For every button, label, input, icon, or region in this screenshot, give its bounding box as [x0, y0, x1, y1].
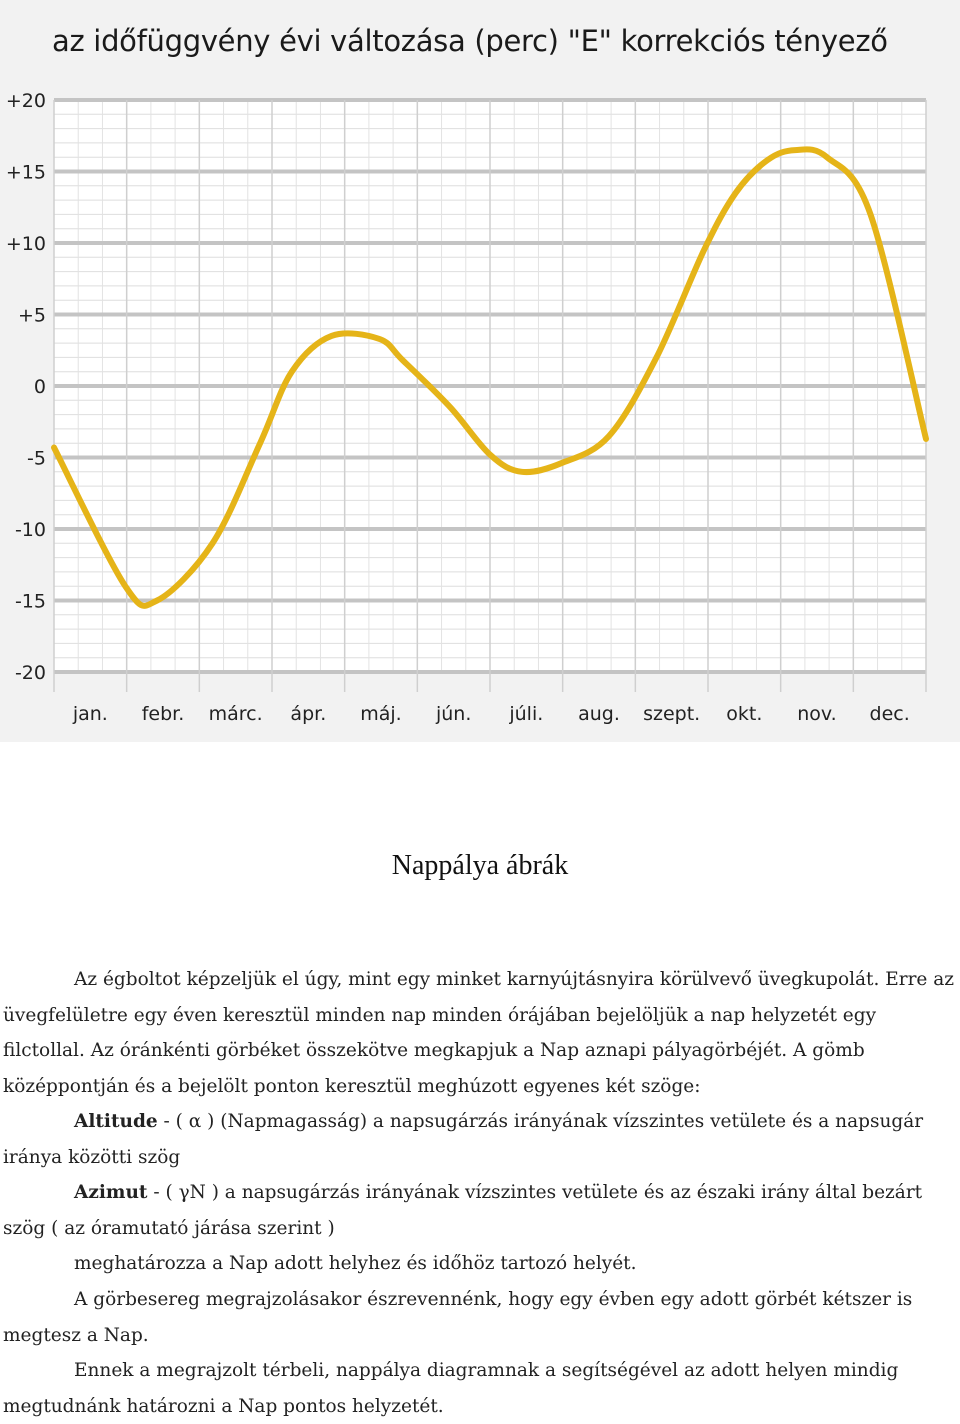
intro-text: Az égboltot képzeljük el úgy, mint egy minket karnyújtásnyira körülvevő üvegkupolát. Erre az üvegfelületre egy éven keresztül minden nap minden órájában bejelöljük a nap helyzetét egy filctollal. Az óránkénti görbéket összekötve megkapjuk a Nap aznapi pályagörbéjét. A gömb középpontján és a bejelölt ponton keresztül meghúzott egyenes két szöge: — [3, 969, 955, 1097]
y-tick-label: 0 — [33, 376, 46, 398]
position-text: meghatározza a Nap adott helyhez és időhöz tartozó helyét. — [74, 1253, 637, 1274]
page-title: Nappálya ábrák — [391, 850, 569, 881]
azimut-paragraph — [3, 1175, 955, 1246]
chart-title: az időfüggvény évi változása (perc) "E" korrekciós tényező — [52, 24, 888, 58]
intro-paragraph — [3, 962, 955, 1104]
x-tick-label: márc. — [208, 703, 263, 725]
position-paragraph — [3, 1246, 955, 1282]
diagram-text: Ennek a megrajzolt térbeli, nappálya diagramnak a segítségével az adott helyen mindig megtudnánk határozni a Nap pontos helyzetét. — [3, 1360, 899, 1417]
x-tick-label: szept. — [643, 703, 701, 725]
x-tick-label: máj. — [360, 703, 402, 725]
x-tick-label: júli. — [509, 703, 544, 725]
y-tick-label: +20 — [5, 90, 46, 112]
curve-text: A görbesereg megrajzolásakor észrevennénk, hogy egy évben egy adott görbét kétszer is megtesz a Nap. — [3, 1289, 913, 1346]
x-tick-label: ápr. — [290, 703, 327, 725]
x-tick-label: dec. — [869, 703, 910, 725]
diagram-paragraph — [3, 1353, 955, 1424]
y-tick-label: +5 — [17, 304, 46, 327]
azimut-text: - ( γN ) a napsugárzás irányának vízszintes vetülete és az északi irány által bezárt szög ( az óramutató járása szerint ) — [3, 1182, 923, 1239]
altitude-paragraph — [3, 1104, 955, 1175]
x-tick-label: okt. — [726, 703, 763, 725]
x-tick-label: febr. — [141, 703, 185, 725]
altitude-text: - ( α ) (Napmagasság) a napsugárzás irányának vízszintes vetülete és a napsugár iránya közötti szög — [3, 1111, 924, 1168]
x-tick-label: jan. — [72, 703, 108, 725]
y-tick-label: -5 — [27, 447, 46, 470]
x-tick-label: aug. — [578, 703, 620, 725]
altitude-label: Altitude — [74, 1111, 158, 1132]
curve-paragraph — [3, 1282, 955, 1353]
x-tick-label: nov. — [797, 703, 837, 725]
x-tick-label: jún. — [435, 703, 472, 725]
y-tick-label: -10 — [14, 519, 46, 541]
y-tick-label: -15 — [14, 590, 46, 613]
y-tick-label: +10 — [5, 233, 46, 255]
y-tick-label: -20 — [14, 662, 46, 684]
y-tick-label: +15 — [5, 161, 46, 184]
azimut-label: Azimut — [74, 1182, 148, 1203]
